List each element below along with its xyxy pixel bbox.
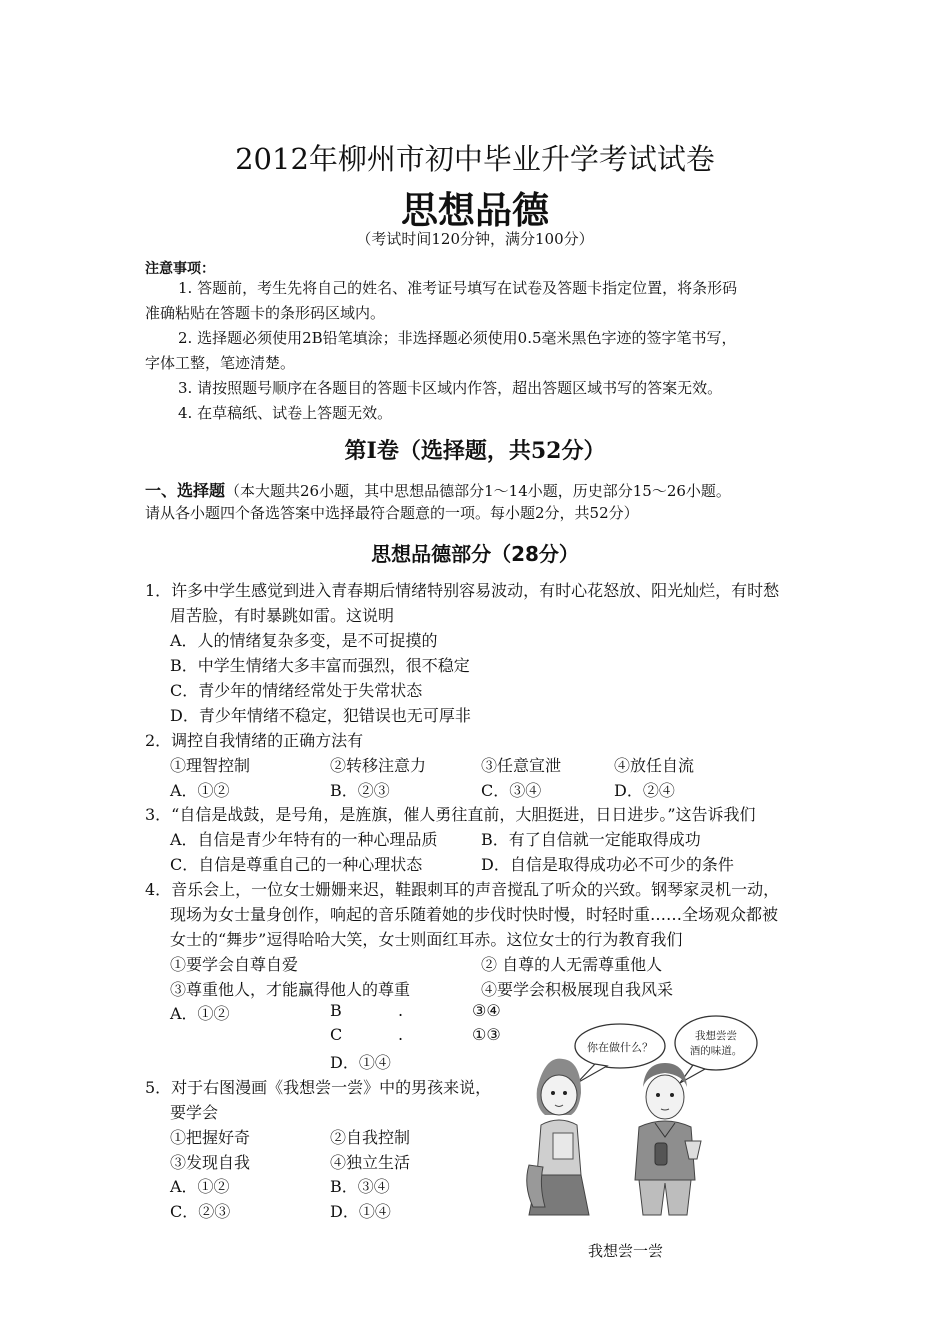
boy-speech-bubble [675,1016,757,1070]
statement: ④要学会积极展现自我风采 [481,980,674,999]
option: B．中学生情绪大多丰富而强烈，很不稳定 [170,656,470,675]
boy-bubble-text-2: 酒的味道。 [689,1045,743,1057]
subject-title: 思想品德 [401,189,549,232]
option: C．青少年的情绪经常处于失常状态 [170,681,423,700]
notice-line: 3. 请按照题号顺序在各题目的答题卡区域内作答，超出答题区域书写的答案无效。 [178,379,723,397]
notice-line: 2. 选择题必须使用2B铅笔填涂；非选择题必须使用0.5毫米黑色字迹的签字笔书写， [178,329,737,347]
option-letter: B [330,1001,342,1020]
section-desc: 请从各小题四个备选答案中选择最符合题意的一项。每小题2分，共52分） [145,504,639,522]
statement: ②自我控制 [330,1128,411,1147]
girl-bubble-text: 你在做什么？ [587,1041,653,1054]
statement: ①把握好奇 [170,1128,251,1147]
option: D．①④ [330,1053,391,1072]
bottle-icon [655,1143,667,1165]
section-label: 一、选择题 [145,481,226,500]
statement: ①要学会自尊自爱 [170,955,299,974]
statement: ③任意宣泄 [481,756,562,775]
option-dot: . [398,1001,404,1020]
section-desc-text: （本大题共26小题，其中思想品德部分1～14小题，历史部分15～26小题。 [225,482,731,500]
option: D．自信是取得成功必不可少的条件 [481,855,734,874]
option: B．③④ [330,1177,390,1196]
statement: ①理智控制 [170,756,251,775]
question-stem: 5．对于右图漫画《我想尝一尝》中的男孩来说， [145,1078,492,1097]
statement: ②转移注意力 [330,756,427,775]
question-stem: 4．音乐会上，一位女士姗姗来迟，鞋跟刺耳的声音搅乱了听众的兴致。钢琴家灵机一动， [145,880,780,899]
option-value: ③④ [472,1001,501,1020]
question-stem: 1．许多中学生感觉到进入青春期后情绪特别容易波动，有时心花怒放、阳光灿烂，有时愁 [145,581,780,600]
option: B．②③ [330,781,390,800]
option: A．人的情绪复杂多变，是不可捉摸的 [170,631,438,650]
option: C．②③ [170,1202,231,1221]
option: C．自信是尊重自己的一种心理状态 [170,855,423,874]
statement: ③发现自我 [170,1153,251,1172]
section-desc [145,478,731,501]
option: D．青少年情绪不稳定，犯错误也无可厚非 [170,706,471,725]
question-stem: 要学会 [170,1103,219,1122]
notice-heading: 注意事项： [145,261,215,277]
option-dot: . [398,1025,404,1044]
statement: ④放任自流 [614,756,695,775]
boy-figure [635,1063,701,1215]
question-stem: 2．调控自我情绪的正确方法有 [145,731,364,750]
statement: ③尊重他人，才能赢得他人的尊重 [170,980,411,999]
notice-line: 字体工整，笔迹清楚。 [145,354,296,372]
question-stem: 3．“自信是战鼓，是号角，是旌旗，催人勇往直前，大胆挺进，日日进步。”这告诉我们 [145,805,756,824]
subsection-title: 思想品德部分（28分） [371,542,579,566]
option: D．①④ [330,1202,391,1221]
section-title: 第Ⅰ卷（选择题，共52分） [344,438,606,464]
option: A．自信是青少年特有的一种心理品质 [170,830,438,849]
option: A．①② [170,1177,230,1196]
cartoon-caption: 我想尝一尝 [588,1242,664,1260]
exam-title: 2012年柳州市初中毕业升学考试试卷 [235,142,715,176]
boy-bubble-text-1: 我想尝尝 [695,1030,737,1042]
option: A．①② [170,781,230,800]
option-letter: C [330,1025,343,1044]
girl-figure [527,1059,589,1215]
cartoon-illustration [515,1015,775,1220]
option: A．①② [170,1004,230,1023]
option: C．③④ [481,781,542,800]
option-value: ①③ [472,1025,501,1044]
option: B．有了自信就一定能取得成功 [481,830,701,849]
notice-line: 4. 在草稿纸、试卷上答题无效。 [178,404,393,422]
exam-info: （考试时间120分钟，满分100分） [356,230,594,248]
question-stem: 女士的“舞步”逗得哈哈大笑，女士则面红耳赤。这位女士的行为教育我们 [170,930,683,949]
notice-line: 准确粘贴在答题卡的条形码区域内。 [145,304,386,322]
statement: ④独立生活 [330,1153,411,1172]
statement: ② 自尊的人无需尊重他人 [481,955,663,974]
option: D．②④ [614,781,675,800]
question-stem: 眉苦脸，有时暴跳如雷。这说明 [170,606,395,625]
question-stem: 现场为女士量身创作，响起的音乐随着她的步伐时快时慢，时轻时重……全场观众都被 [170,905,779,924]
notice-line: 1. 答题前，考生先将自己的姓名、准考证号填写在试卷及答题卡指定位置，将条形码 [178,279,738,297]
